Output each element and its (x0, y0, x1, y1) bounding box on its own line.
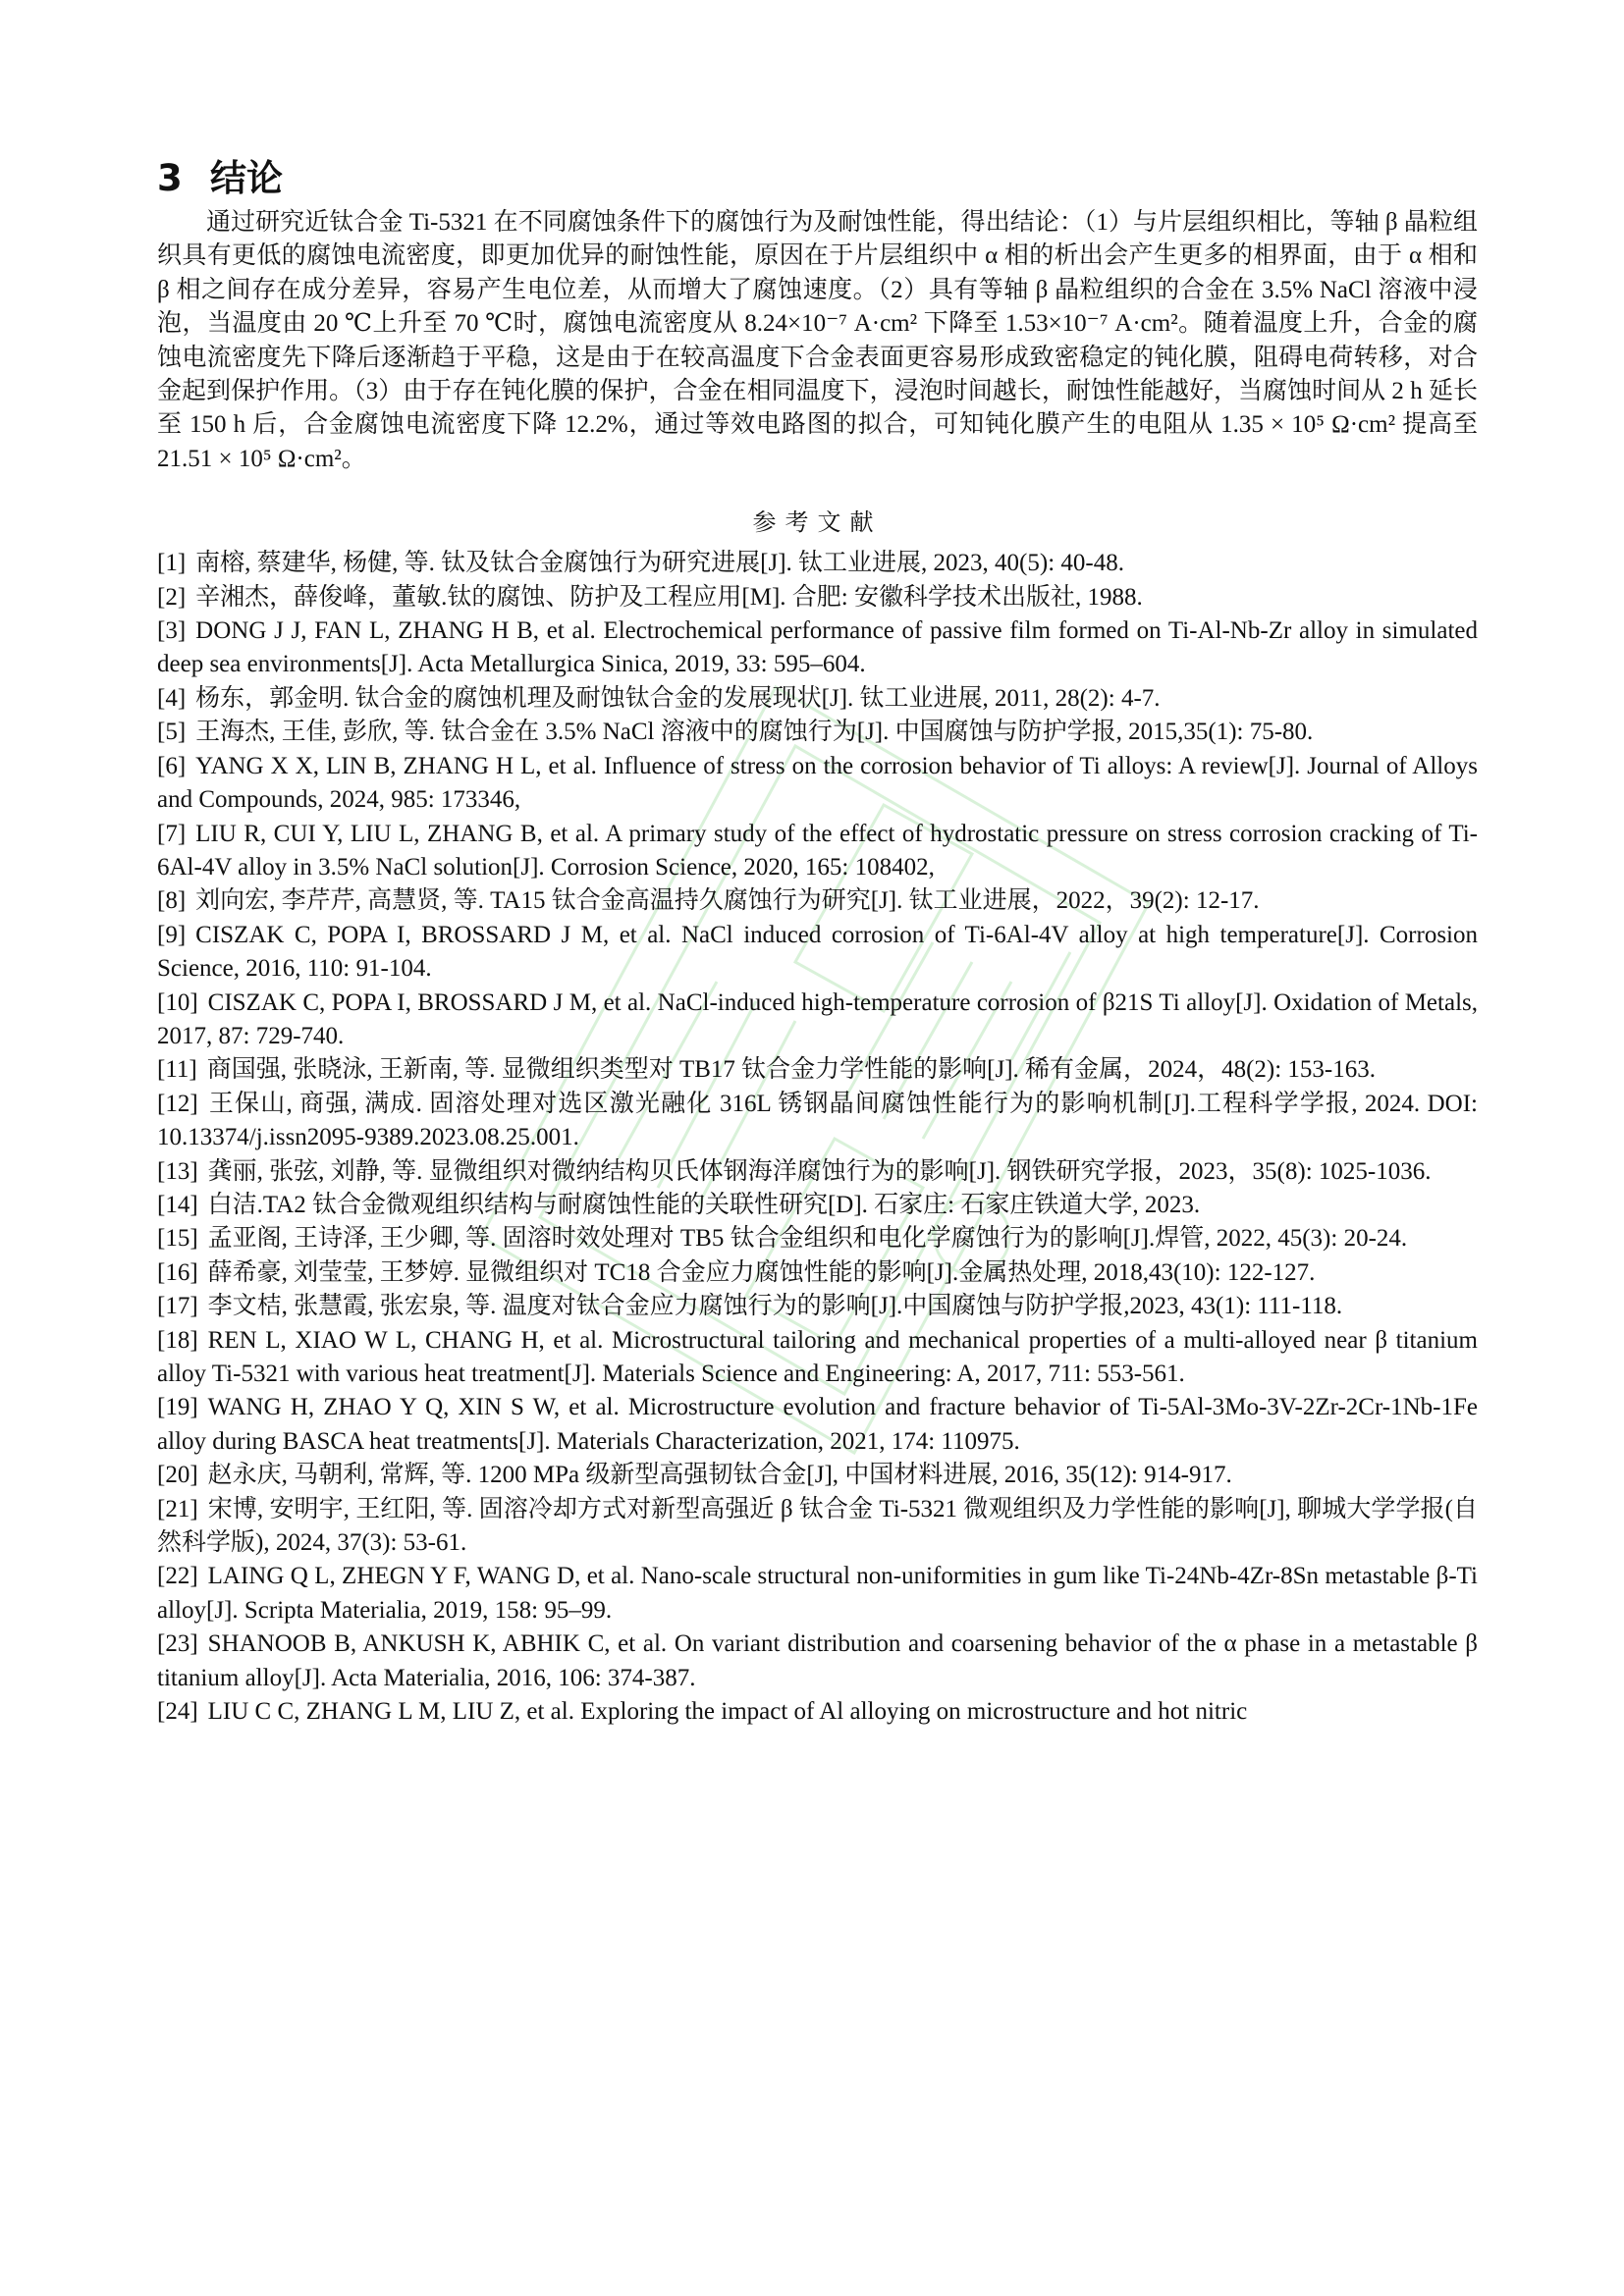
reference-text: 白洁.TA2 钛合金微观组织结构与耐腐蚀性能的关联性研究[D]. 石家庄: 石家庄铁道大学, 2023. (207, 1191, 1201, 1218)
reference-item (157, 1628, 1478, 1695)
reference-text: CISZAK C, POPA I, BROSSARD J M, et al. NaCl induced corrosion of Ti-6Al-4V alloy at high temperature[J]. Corrosion Science, 2016, 110: 91-104. (157, 921, 1478, 983)
reference-number: [17] (157, 1293, 198, 1320)
reference-text: 李文桔, 张慧霞, 张宏泉, 等. 温度对钛合金应力腐蚀行为的影响[J].中国腐蚀与防护学报,2023, 43(1): 111-118. (207, 1293, 1343, 1320)
section-title-text: 结论 (210, 157, 283, 199)
reference-item (157, 1088, 1478, 1155)
reference-item (157, 884, 1478, 918)
reference-item (157, 1222, 1478, 1255)
reference-text: 刘向宏, 李芹芹, 高慧贤, 等. TA15 钛合金高温持久腐蚀行为研究[J]. 钛工业进展，2022，39(2): 12-17. (195, 887, 1260, 915)
reference-text: 薛希豪, 刘莹莹, 王梦婷. 显微组织对 TC18 合金应力腐蚀性能的影响[J].金属热处理, 2018,43(10): 122-127. (207, 1258, 1316, 1286)
reference-item (157, 682, 1478, 716)
reference-number: [3] (157, 617, 187, 645)
reference-number: [8] (157, 887, 187, 915)
reference-number: [6] (157, 752, 187, 779)
reference-number: [18] (157, 1326, 198, 1354)
reference-text: SHANOOB B, ANKUSH K, ABHIK C, et al. On variant distribution and coarsening behavior of the α phase in a metastable β titanium alloy[J]. Acta Materialia, 2016, 106: 374-387. (157, 1630, 1478, 1691)
reference-number: [24] (157, 1698, 198, 1726)
section-title (157, 157, 1478, 200)
reference-text: 赵永庆, 马朝利, 常辉, 等. 1200 MPa 级新型高强韧钛合金[J], 中国材料进展, 2016, 35(12): 914-917. (207, 1462, 1232, 1489)
reference-text: 王保山, 商强, 满成. 固溶处理对选区激光融化 316L 锈钢晶间腐蚀性能行为的影响机制[J].工程科学学报, 2024. DOI: 10.13374/j.issn2095-9389.2023.08.25.001. (157, 1090, 1478, 1151)
reference-item (157, 1493, 1478, 1561)
references-heading: 参考文献 (752, 508, 883, 537)
reference-item (157, 818, 1478, 885)
reference-text: 宋博, 安明宇, 王红阳, 等. 固溶冷却方式对新型高强近 β 钛合金 Ti-5321 微观组织及力学性能的影响[J], 聊城大学学报(自然科学版), 2024, 37(3): 53-61. (157, 1495, 1478, 1557)
reference-text: 南榕, 蔡建华, 杨健, 等. 钛及钛合金腐蚀行为研究进展[J]. 钛工业进展, 2023, 40(5): 40-48. (195, 550, 1124, 577)
reference-item (157, 716, 1478, 749)
reference-item (157, 750, 1478, 818)
reference-item (157, 987, 1478, 1054)
conclusion-paragraph: 通过研究近钛合金 Ti-5321 在不同腐蚀条件下的腐蚀行为及耐蚀性能，得出结论：（1）与片层组织相比，等轴 β 晶粒组织具有更低的腐蚀电流密度，即更加优异的耐蚀性能，原因在于片层组织中 α 相的析出会产生更多的相界面，由于 α 相和 β 相之间存在成分差异，容易产生电位差，从而增大了腐蚀速度。（2）具有等轴 β 晶粒组织的合金在 3.5% NaCl 溶液中浸泡，当温度由 20 ℃上升至 70 ℃时，腐蚀电流密度从 8.24×10⁻⁷ A·cm² 下降至 1.53×10⁻⁷ A·cm²。随着温度上升，合金的腐蚀电流密度先下降后逐渐趋于平稳，这是由于在较高温度下合金表面更容易形成致密稳定的钝化膜，阻碍电荷转移，对合金起到保护作用。（3）由于存在钝化膜的保护，合金在相同温度下，浸泡时间越长，耐蚀性能越好，当腐蚀时间从 2 h 延长至 150 h 后，合金腐蚀电流密度下降 12.2%，通过等效电路图的拟合，可知钝化膜产生的电阻从 1.35 × 10⁵ Ω·cm² 提高至 21.51 × 10⁵ Ω·cm²。 (157, 209, 1478, 472)
reference-item (157, 614, 1478, 682)
reference-number: [16] (157, 1258, 198, 1286)
reference-number: [21] (157, 1495, 198, 1522)
reference-number: [7] (157, 820, 187, 847)
reference-text: LIU C C, ZHANG L M, LIU Z, et al. Exploring the impact of Al alloying on microstructure and hot nitric (207, 1698, 1248, 1726)
reference-number: [9] (157, 921, 187, 948)
reference-item (157, 1324, 1478, 1392)
reference-item (157, 581, 1478, 614)
reference-text: REN L, XIAO W L, CHANG H, et al. Microstructural tailoring and mechanical properties of a multi-alloyed near β titanium alloy Ti-5321 with various heat treatment[J]. Materials Science and Engineering: A, 2017, 711: 553-561. (157, 1326, 1478, 1387)
reference-text: DONG J J, FAN L, ZHANG H B, et al. Electrochemical performance of passive film formed on Ti-Al-Nb-Zr alloy in simulated deep sea environments[J]. Acta Metallurgica Sinica, 2019, 33: 595–604. (157, 617, 1478, 678)
reference-text: 龚丽, 张弦, 刘静, 等. 显微组织对微纳结构贝氏体钢海洋腐蚀行为的影响[J]. 钢铁研究学报，2023，35(8): 1025-1036. (207, 1157, 1432, 1185)
reference-item (157, 1053, 1478, 1087)
reference-number: [15] (157, 1225, 198, 1253)
reference-number: [2] (157, 583, 187, 611)
reference-number: [11] (157, 1056, 197, 1084)
reference-item (157, 1256, 1478, 1290)
reference-number: [19] (157, 1394, 198, 1421)
reference-number: [12] (157, 1090, 198, 1117)
reference-number: [4] (157, 684, 187, 712)
reference-item (157, 919, 1478, 987)
reference-number: [5] (157, 719, 187, 746)
reference-text: 杨东，郭金明. 钛合金的腐蚀机理及耐蚀钛合金的发展现状[J]. 钛工业进展, 2011, 28(2): 4-7. (195, 684, 1161, 712)
reference-text: LAING Q L, ZHEGN Y F, WANG D, et al. Nano-scale structural non-uniformities in gum like Ti-24Nb-4Zr-8Sn metastable β-Ti alloy[J]. Scripta Materialia, 2019, 158: 95–99. (157, 1563, 1478, 1624)
reference-number: [1] (157, 550, 187, 577)
reference-text: WANG H, ZHAO Y Q, XIN S W, et al. Microstructure evolution and fracture behavior of Ti-5Al-3Mo-3V-2Zr-2Cr-1Nb-1Fe alloy during BASCA heat treatments[J]. Materials Characterization, 2021, 174: 110975. (157, 1394, 1478, 1455)
reference-number: [13] (157, 1157, 198, 1185)
reference-number: [23] (157, 1630, 198, 1658)
reference-number: [20] (157, 1462, 198, 1489)
reference-text: 商国强, 张晓泳, 王新南, 等. 显微组织类型对 TB17 钛合金力学性能的影响[J]. 稀有金属，2024，48(2): 153-163. (206, 1056, 1376, 1084)
content (157, 157, 1478, 1729)
reference-text: 王海杰, 王佳, 彭欣, 等. 钛合金在 3.5% NaCl 溶液中的腐蚀行为[J]. 中国腐蚀与防护学报, 2015,35(1): 75-80. (195, 719, 1314, 746)
reference-text: CISZAK C, POPA I, BROSSARD J M, et al. NaCl-induced high-temperature corrosion of β21S Ti alloy[J]. Oxidation of Metals, 2017, 87: 729-740. (157, 988, 1478, 1049)
reference-text: LIU R, CUI Y, LIU L, ZHANG B, et al. A primary study of the effect of hydrostatic pressure on stress corrosion cracking of Ti-6Al-4V alloy in 3.5% NaCl solution[J]. Corrosion Science, 2020, 165: 108402, (157, 820, 1478, 881)
section-number: 3 (157, 157, 183, 199)
reference-item (157, 1459, 1478, 1492)
reference-text: 辛湘杰，薛俊峰，董敏.钛的腐蚀、防护及工程应用[M]. 合肥: 安徽科学技术出版社, 1988. (195, 583, 1143, 611)
reference-item (157, 1290, 1478, 1323)
reference-list (157, 547, 1478, 1729)
reference-number: [22] (157, 1563, 198, 1590)
reference-number: [14] (157, 1191, 198, 1218)
reference-item (157, 547, 1478, 580)
reference-number: [10] (157, 988, 198, 1016)
reference-text: YANG X X, LIN B, ZHANG H L, et al. Influence of stress on the corrosion behavior of Ti alloys: A review[J]. Journal of Alloys and Compounds, 2024, 985: 173346, (157, 752, 1478, 814)
reference-item (157, 1560, 1478, 1628)
reference-text: 孟亚阁, 王诗泽, 王少卿, 等. 固溶时效处理对 TB5 钛合金组织和电化学腐蚀行为的影响[J].焊管, 2022, 45(3): 20-24. (207, 1225, 1408, 1253)
reference-item (157, 1155, 1478, 1189)
reference-item (157, 1695, 1478, 1729)
reference-item (157, 1189, 1478, 1222)
reference-item (157, 1391, 1478, 1459)
